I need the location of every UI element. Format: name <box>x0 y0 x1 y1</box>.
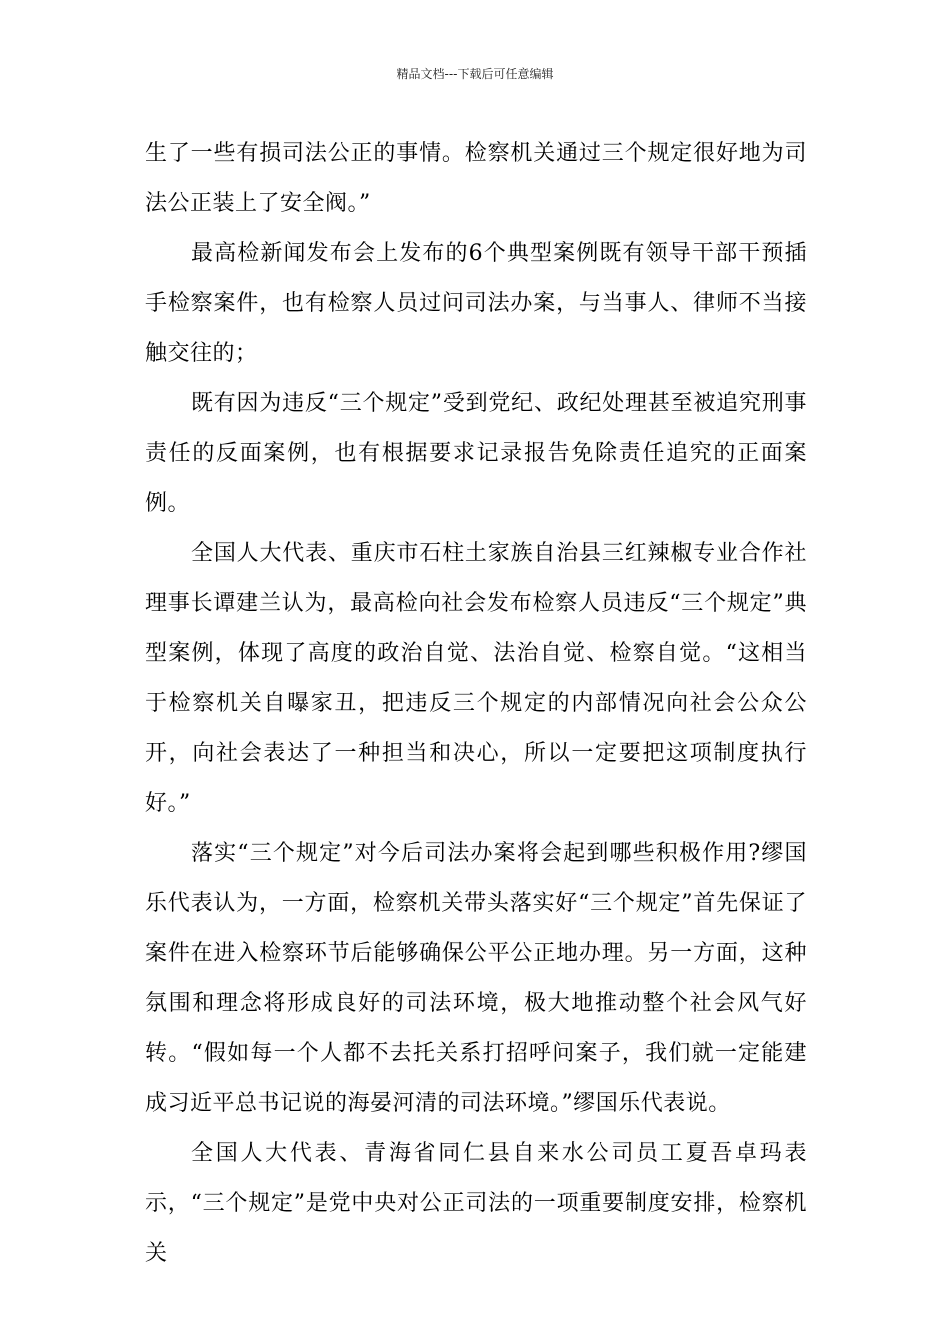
paragraph: 落实“三个规定”对今后司法办案将会起到哪些积极作用?缪国乐代表认为，一方面，检察机关带头落实好“三个规定”首先保证了案件在进入检察环节后能够确保公平公正地办理。另一方面，这种氛围和理念将形成良好的司法环境，极大地推动整个社会风气好转。“假如每一个人都不去托关系打招呼问案子，我们就一定能建成习近平总书记说的海晏河清的司法环境。”缪国乐代表说。 <box>145 841 807 1116</box>
page-header: 精品文档---下载后可任意编辑 <box>396 67 554 81</box>
paragraph: 全国人大代表、重庆市石柱土家族自治县三红辣椒专业合作社理事长谭建兰认为，最高检向社会发布检察人员违反“三个规定”典型案例，体现了高度的政治自觉、法治自觉、检察自觉。“这相当于检察机关自曝家丑，把违反三个规定的内部情况向社会公众公开，向社会表达了一种担当和决心，所以一定要把这项制度执行好。” <box>145 541 807 816</box>
paragraph: 最高检新闻发布会上发布的6个典型案例既有领导干部干预插手检察案件，也有检察人员过问司法办案，与当事人、律师不当接触交往的； <box>145 241 807 366</box>
paragraph: 既有因为违反“三个规定”受到党纪、政纪处理甚至被追究刑事责任的反面案例，也有根据要求记录报告免除责任追究的正面案例。 <box>145 391 807 516</box>
document-body <box>145 129 807 1279</box>
paragraph-continuation: 生了一些有损司法公正的事情。检察机关通过三个规定很好地为司法公正装上了安全阀。” <box>145 141 807 216</box>
paragraph: 全国人大代表、青海省同仁县自来水公司员工夏吾卓玛表示，“三个规定”是党中央对公正司法的一项重要制度安排，检察机关 <box>145 1141 807 1266</box>
